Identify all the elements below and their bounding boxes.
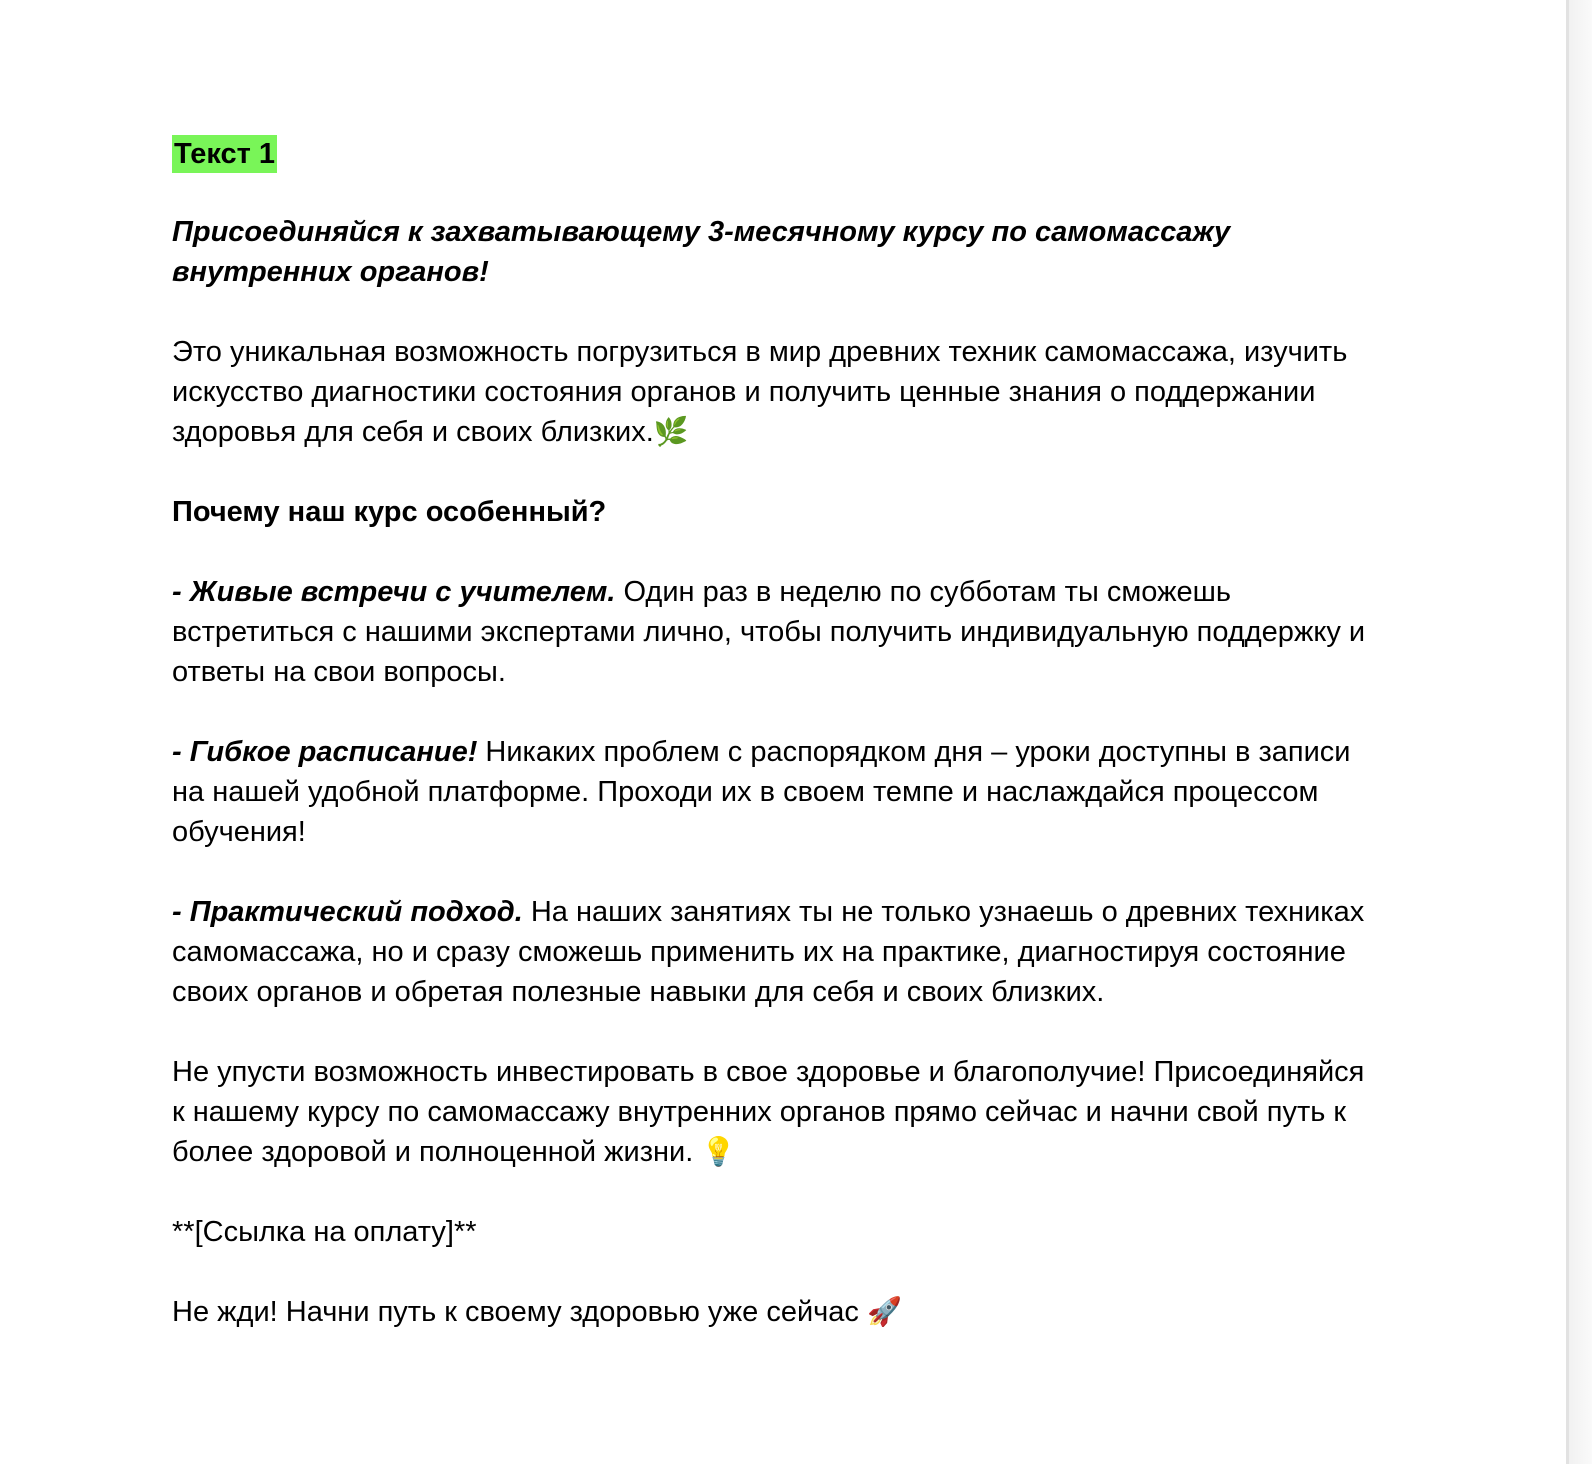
closing-paragraph — [172, 1052, 1372, 1172]
rocket-icon: 🚀 — [866, 1295, 902, 1328]
title-highlight: Текст 1 — [172, 135, 277, 173]
feature-lead: - Гибкое расписание! — [172, 736, 478, 768]
document-body[interactable] — [172, 134, 1372, 1372]
feature-paragraph — [172, 572, 1372, 692]
headline: Присоединяйся к захватывающему 3-месячному курсу по самомассажу внутренних органов! — [172, 216, 1231, 288]
herb-icon: 🌿 — [653, 415, 689, 448]
final-text: Не жди! Начни путь к своему здоровью уже сейчас — [172, 1296, 867, 1328]
feature-text: На наших занятиях ты не только узнаешь о древних техниках самомассажа, но и сразу сможешь применить их на практике, диагностируя состояние своих органов и обретая полезные навыки для себя и своих близких. — [172, 896, 1365, 1008]
intro-paragraph — [172, 332, 1372, 452]
page-gutter — [1569, 0, 1592, 1464]
intro-text: Это уникальная возможность погрузиться в мир древних техник самомассажа, изучить искусство диагностики состояния органов и получить ценные знания о поддержании здоровья для себя и своих близких. — [172, 336, 1348, 448]
why-heading: Почему наш курс особенный? — [172, 496, 607, 528]
feature-lead: - Живые встречи с учителем. — [172, 576, 616, 608]
lightbulb-icon: 💡 — [701, 1135, 737, 1168]
feature-paragraph — [172, 732, 1372, 852]
title-paragraph — [172, 134, 1372, 174]
page-title — [172, 134, 279, 174]
feature-text: Один раз в неделю по субботам ты сможешь встретиться с нашими экспертами лично, чтобы получить индивидуальную поддержку и ответы на свои вопросы. — [172, 576, 1366, 688]
feature-text: Никаких проблем с распорядком дня – уроки доступны в записи на нашей удобной платформе. Проходи их в своем темпе и наслаждайся процессом обучения! — [172, 736, 1351, 848]
payment-link: **[Ссылка на оплату]** — [172, 1216, 477, 1248]
feature-lead: - Практический подход. — [172, 896, 523, 928]
final-paragraph — [172, 1292, 1372, 1332]
closing-text: Не упусти возможность инвестировать в свое здоровье и благополучие! Присоединяйся к нашему курсу по самомассажу внутренних органов прямо сейчас и начни свой путь к более здоровой и полноценной жизни. — [172, 1056, 1365, 1168]
feature-paragraph — [172, 892, 1372, 1012]
